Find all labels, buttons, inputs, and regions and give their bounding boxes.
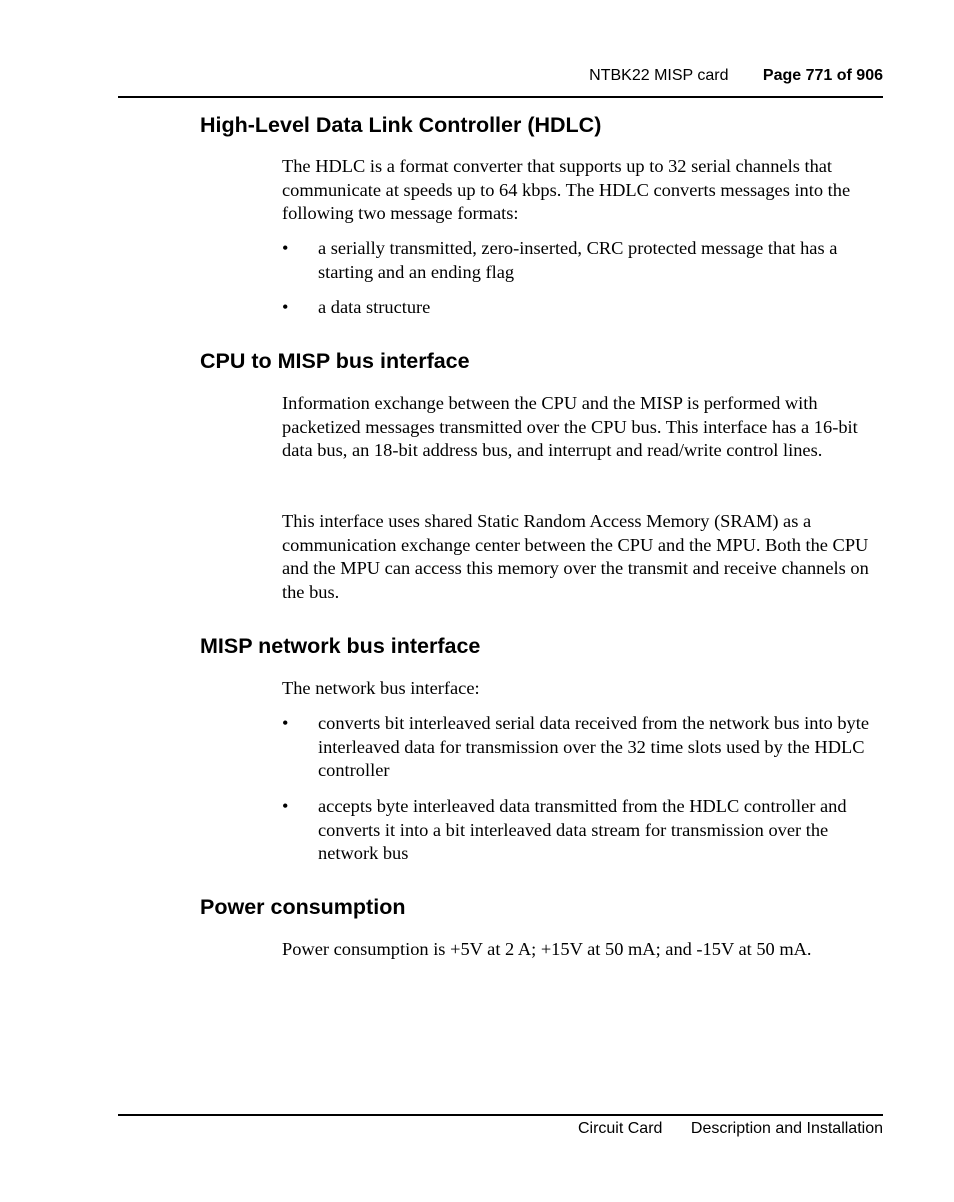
list-item (282, 712, 887, 783)
footer-book-title: Circuit Card (577, 1120, 663, 1137)
hdlc-intro (282, 155, 887, 226)
page-footer (118, 1114, 883, 1137)
list-item-text: converts bit interleaved serial data received from the network bus into byte interleaved data for transmission over the 32 time slots used by the HDLC controller (318, 713, 870, 781)
list-item-text: a data structure (318, 297, 431, 317)
paragraph: Information exchange between the CPU and the MISP is performed with packetized messages transmitted over the CPU bus. This interface has a 16-bit data bus, an 18-bit address bus, and interrupt and read/write control lines. (282, 393, 858, 461)
list-item (282, 237, 887, 284)
section-heading-power: Power consumption (200, 895, 406, 919)
cpu-bus-paragraph-2 (282, 510, 887, 604)
section-heading-cpu-bus: CPU to MISP bus interface (200, 349, 470, 373)
bullet-icon: • (282, 796, 289, 816)
cpu-bus-paragraph-1 (282, 392, 887, 463)
paragraph: The network bus interface: (282, 678, 480, 698)
list-item-text: a serially transmitted, zero-inserted, CRC protected message that has a starting and an ending flag (318, 238, 838, 282)
power-paragraph (282, 938, 887, 962)
bullet-icon: • (282, 713, 289, 733)
list-item-text: accepts byte interleaved data transmitted from the HDLC controller and converts it into a bit interleaved data stream for transmission over the network bus (318, 796, 847, 864)
paragraph: This interface uses shared Static Random Access Memory (SRAM) as a communication exchange center between the CPU and the MPU. Both the CPU and the MPU can access this memory over the transmit and receive channels on the bus. (282, 511, 869, 602)
paragraph: Power consumption is +5V at 2 A; +15V at 50 mA; and -15V at 50 mA. (282, 939, 812, 959)
paragraph: The HDLC is a format converter that supports up to 32 serial channels that communicate at speeds up to 64 kbps. The HDLC converts messages into the following two message formats: (282, 156, 851, 224)
list-item (282, 296, 887, 320)
footer-book-subtitle: Description and Installation (690, 1120, 883, 1137)
bullet-icon: • (282, 238, 289, 258)
bullet-icon: • (282, 297, 289, 317)
network-bus-intro (282, 677, 887, 701)
page-header (118, 64, 883, 98)
section-heading-network-bus: MISP network bus interface (200, 634, 481, 658)
list-item (282, 795, 887, 866)
section-heading-hdlc: High-Level Data Link Controller (HDLC) (200, 113, 602, 137)
document-title: NTBK22 MISP card (589, 67, 729, 84)
page-number: Page 771 of 906 (762, 67, 883, 84)
